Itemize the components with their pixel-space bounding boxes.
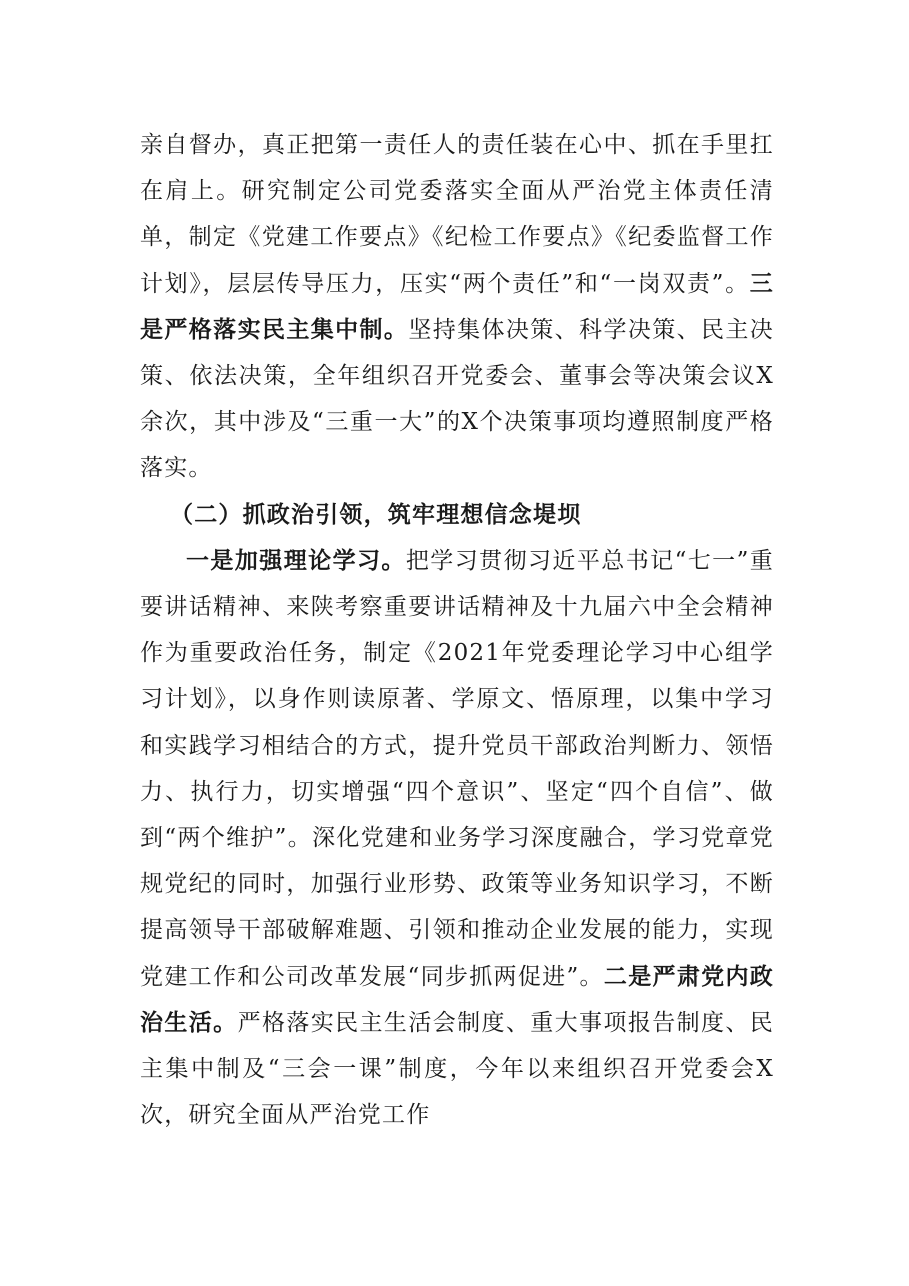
- paragraph-continued: [140, 122, 774, 492]
- bold-lead-phrase: 三是严格落实民主集中制。: [140, 270, 774, 343]
- paragraph-text: 严格落实民主生活会制度、重大事项报告制度、民主集中制及“三会一课”制度，今年以来组织召开党委会X次，研究全面从严治党工作: [140, 1009, 774, 1129]
- bold-lead-phrase: 二是严肃党内政治生活。: [140, 963, 774, 1036]
- bold-lead-phrase: 一是加强理论学习。: [186, 547, 406, 574]
- paragraph-text: 坚持集体决策、科学决策、民主决策、依法决策，全年组织召开党委会、董事会等决策会议X余次，其中涉及“三重一大”的X个决策事项均遵照制度严格落实。: [140, 316, 774, 482]
- document-body: [140, 122, 774, 1138]
- paragraph-text: 把学习贯彻习近平总书记“七一”重要讲话精神、来陕考察重要讲话精神及十九届六中全会精神作为重要政治任务，制定《2021年党委理论学习中心组学习计划》，以身作则读原著、学原文、悟原理，以集中学习和实践学习相结合的方式，提升党员干部政治判断力、领悟力、执行力，切实增强“四个意识”、坚定“四个自信”、做到“两个维护”。深化党建和业务学习深度融合，学习党章党规党纪的同时，加强行业形势、政策等业务知识学习，不断提高领导干部破解难题、引领和推动企业发展的能力，实现党建工作和公司改革发展“同步抓两促进”。: [140, 547, 774, 990]
- section-heading: （二）抓政治引领，筑牢理想信念堤坝: [170, 501, 582, 528]
- paragraph-text: 亲自督办，真正把第一责任人的责任装在心中、抓在手里扛在肩上。研究制定公司党委落实全面从严治党主体责任清单，制定《党建工作要点》《纪检工作要点》《纪委监督工作计划》，层层传导压力，压实“两个责任”和“一岗双责”。: [140, 132, 774, 297]
- paragraph-theory-study: [140, 538, 774, 1139]
